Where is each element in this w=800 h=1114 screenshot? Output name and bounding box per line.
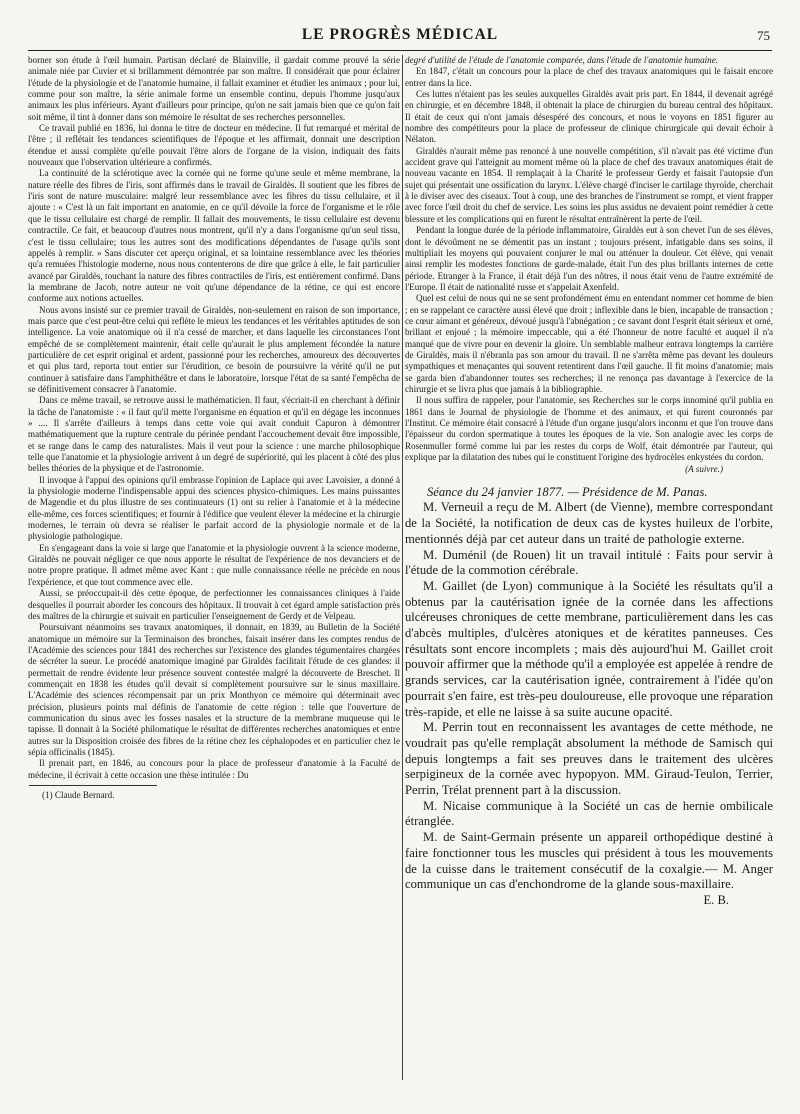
seance-paragraph: M. Verneuil a reçu de M. Albert (de Vienne), membre correspondant de la Société, la notification de deux cas de kystes huileux de l'orbite, mentionnés déjà par cet auteur dans un traité de pathologie externe. [405,500,773,546]
seance-section [405,485,773,909]
page-number: 75 [757,28,770,43]
paragraph: Ce travail publié en 1836, lui donna le titre de docteur en médecine. Il fut remarqué et mérital de l'être ; il reflétait les tendances scientifiques de l'époque et les affirmait, donnait une description étendue et aussi complète qu'elle pouvait l'être alors de l'organe de la vision, indiquait des faits nouveaux que l'observation ultérieure a confirmés. [28,123,400,168]
seance-paragraph: M. de Saint-Germain présente un appareil orthopédique destiné à faire fonctionner tous les muscles qui président à tous les mouvements de la cuisse dans le traitement consécutif de la coxalgie.— M. Anger communique un cas d'enchondrome de la glande sous-maxillaire. [405,830,773,892]
column-divider [402,55,403,1080]
paragraph: Il nous suffira de rappeler, pour l'anatomie, ses Recherches sur le corps innominé qu'il publia en 1861 dans le Journal de physiologie de l'homme et des animaux, et qui furent couronnés par l'Institut. Ce mémoire était consacré à l'étude d'un organe jusqu'alors inconnu et que l'on trouve dans l'épaisseur du cordon spermatique à toutes les époques de la vie. Son analogie avec les corps de Rosenmuller formé comme lui par les restes du corps de Wolf, était démontrée par l'auteur, qui explique par la dilatation des tubes qui le constituent l'origine des hydrocèles enkystées du cordon. [405,395,773,463]
paragraph: La continuité de la sclérotique avec la cornée qui ne forme qu'une seule et même membrane, la nature réelle des fibres de l'iris, sont affirmés dans le travail de Giraldès. Il soutient que les fibres de l'iris sont de nature musculaire: malgré leur ressemblance avec les fibres du tissu cellulaire, et il ajoute : « C'est là un fait important en anatomie, en ce qu'il dévoile la force de l'organisme et le rôle que le tissu cellulaire est chargé de remplir. Il fallait des mouvements, le tissu cellulaire est devenu contractile. Ce fait, et beaucoup d'autres nous montrent, qu'il n'y a dans l'organisme qu'un seul tissu, c'est le tissu cellulaire; tous les autres sont des modifications dépendantes de l'usage qu'ils sont appelés à remplir. » Sans discuter cet aperçu original, et sa lointaine ressemblance avec les théories qu'a remuées l'histologie moderne, nous nous contenterons de dire que grâce à elle, le fait particulier avancé par Giraldès, touchant la nature des fibres contractiles de l'iris, est entièrement confirmé. Dans la membrane de Jacob, notre auteur ne voit qu'une dépendance de la rétine, ce qui est encore conforme aux notions actuelles. [28,168,400,304]
thesis-title-continuation: degré d'utilité de l'étude de l'anatomie comparée, dans l'étude de l'anatomie humaine. [405,55,719,65]
page-header [28,22,772,51]
seance-paragraph: M. Nicaise communique à la Société un cas de hernie ombilicale étranglée. [405,798,773,829]
paragraph: borner son étude à l'œil humain. Partisan déclaré de Blainville, il gardait comme prouvé la série animale niée par Cuvier et si brillamment démontrée par son maître. Il considérait que pour éclairer l'étude de la physiologie et de l'anatomie humaine, il fallait examiner et étudier les animaux ; pour lui, comme pour son maître, la série animale forme un ensemble continu, depuis l'homme jusqu'aux animaux les plus inférieurs. Ayant d'ailleurs pour principe, qu'on ne sait jamais bien que ce qu'on fait soit même, il tint à donner dans son mémoire le résultat de ses recherches personnelles. [28,55,400,122]
paragraph: Quel est celui de nous qui ne se sent profondément ému en entendant nommer cet homme de bien ; en se rappelant ce caractère aussi élevé que droit ; inflexible dans le bien, incapable de transaction ; ce cœur aimant et généreux, dévoué jusqu'à l'abnégation ; ce savant dont l'esprit était sérieux et orné, brillant et enjoué ; la mémoire impeccable, qui a été l'honneur de notre faculté et auquel il n'a manqué que de vivre pour en devenir la gloire. Un semblable malheur entrava longtemps la carrière de Giraldès, mais il n'ébranla pas son amour du travail. Il ne s'arrêta même pas devant les douleurs sympathiques et menaçantes qui souvent retentirent dans l'œil gauche. Il fit moins d'anatomie; mais se garda bien d'abandonner toutes ses recherches; il ne renonça pas davantage à l'exercice de la chirurgie et se livra plus que jamais à la bibliographie. [405,293,773,394]
paragraph: En 1847, c'était un concours pour la place de chef des travaux anatomiques qui le faisait encore entrer dans la lice. [405,66,773,88]
paragraph: Il invoque à l'appui des opinions qu'il embrasse l'opinion de Laplace qui avec Lavoisier, a donné à la physiologie moderne l'indispensable appui des sciences physico-chimiques. Les mains puissantes de Magendie et du plus illustre de ses continuateurs (1) ont su relier à l'anatomie et à la médecine elle-même, ces forces scientifiques; et fournir à l'édifice que veulent élever la médecine et la chirurgie modernes, le terrain où devra se réaliser le parfait accord de la physiologie normale et de la physiologie pathologique. [28,474,400,542]
to-be-continued: (A suivre.) [685,464,723,475]
signature: E. B. [703,893,729,907]
seance-paragraph: M. Perrin tout en reconnaissent les avantages de cette méthode, ne voudrait pas qu'elle remplaçât absolument la méthode de Samisch qui depuis longtemps a fait ses preuves dans le traitement des ulcères serpigineux de la cornée avec hypopyon. MM. Giraud-Teulon, Terrier, Perrin, Trélat prennent part à la discussion. [405,720,773,798]
seance-heading: Séance du 24 janvier 1877. — Présidence de M. Panas. [427,484,708,499]
paragraph: Giraldès n'aurait même pas renoncé à une nouvelle compétition, s'il n'avait pas été victime d'un accident grave qui l'atteignit au moment même où la place de chef des travaux anatomiques était de nouveau vacante en 1854. Il remplaçait à la Charité le professeur Gerdy et faisait l'autopsie d'un sujet qui présentait une ossification du larynx. L'élève chargé d'inciser le cartilage thyroïde, cherchait à le diviser avec des ciseaux. Tout à coup, une des branches de l'instrument se rompt, et vient frapper avec force l'œil droit du chef de service. Les soins les plus assidus ne devaient point remédier à cette blessure et les complications qui en furent le résultat entraînèrent la perte de l'œil. [405,145,773,224]
paragraph: En s'engageant dans la voie si large que l'anatomie et la physiologie ouvrent à la science moderne, Giraldès ne pouvait négliger ce que nous apporte le résultat de l'expérience de nos devanciers et de notre propre pratique. Il admet même avec Kant : que nulle connaissance réelle ne précède en nous l'expérience, et que tout commence avec elle. [28,542,400,587]
paragraph: Il prenait part, en 1846, au concours pour la place de professeur d'anatomie à la Faculté de médecine, il écrivait à cette occasion une thèse intitulée : Du [28,758,400,780]
left-column [28,55,400,1085]
paragraph: Ces luttes n'étaient pas les seules auxquelles Giraldès avait pris part. En 1844, il devenait agrégé en chirurgie, et en décembre 1848, il obtenait la place de chirurgien du bureau central des hôpitaux. Il était de ceux qui n'ont jamais désespéré des concours, et nous le voyons en 1851 figurer au nombre des compétiteurs pour la place de professeur de clinique chirurgicale qui devait échoir à Nélaton. [405,89,773,145]
paragraph: Poursuivant néanmoins ses travaux anatomiques, il donnait, en 1839, au Bulletin de la Société anatomique un mémoire sur la Terminaison des bronches, faisait insérer dans les comptes rendus de l'Académie des sciences pour 1841 des recherches sur l'existence des glandes tégumentaires chargées de sécréter la sueur. Le procédé anatomique imaginé par Giraldès facilitait l'étude de ces glandes: il permettait de rendre évidente leur présence souvent contestée malgré la découverte de Breschet. Il commençait en 1838 les études qu'il devait si complètement poursuivre sur le sinus maxillaire. L'Académie des sciences récompensait par un prix Monthyon ce mémoire qui déterminait avec précision, plusieurs points mal définis de l'anatomie de cette région : telle que l'ouverture de communication du sinus avec les fosses nasales et la structure de la membrane muqueuse qui le tapisse. Il donnait à la Société philomatique le résultat de différentes recherches anatomiques et entre autres sur la Disposition croisée des fibres de la rétine chez les céphalopodes et en particulier chez le sépia officinalis (1845). [28,622,400,757]
paragraph: Aussi, se préoccupait-il dès cette époque, de perfectionner les connaissances cliniques à l'aide desquelles il pourrait aborder les concours des hôpitaux. Il trouvait à cet égard ample satisfaction près des maîtres de la chirurgie et suivait en particulier l'enseignement de Gerdy et de Velpeau. [28,588,400,621]
paragraph: Dans ce même travail, se retrouve aussi le mathématicien. Il faut, s'écriait-il en cherchant à définir la tâche de l'anatomiste : « il faut qu'il mette l'organisme en équation et qu'il en dégage les inconnues » .... Il s'arrête d'ailleurs à temps dans cette voie qui avait conduit Capuron à démontrer mathématiquement que la rupture centrale du périnée pendant l'accouchement devait être impossible, et se range dans le camp des naturalistes. Mais il veut pour la science : une marche philosophique telle que l'anatomie et la physiologie arrivent à un degré de supériorité, qui les placent à côté des plus belles théories de la physique et de l'astronomie. [28,395,400,474]
journal-title: LE PROGRÈS MÉDICAL [301,26,499,43]
footnote: (1) Claude Bernard. [42,790,115,800]
seance-paragraph: M. Gaillet (de Lyon) communique à la Société les résultats qu'il a obtenus par la cautérisation ignée de la cornée dans les affections ulcéreuses chroniques de cette membrane, particulièrement dans les cas d'abcès multiples, d'ulcères atoniques et de kératites panneuses. Ces résultats sont encore incomplets ; mais dès aujourd'hui M. Gaillet croit pouvoir affirmer que la méthode qu'il a employée est appelée à rendre de grands services, car la cautérisation ignée, contrairement à l'idée qu'on pourrait s'en faire, est très-peu douloureuse, elle provoque une réparation très-rapide, et elle ne laisse à sa suite aucune opacité. [405,578,773,719]
seance-paragraph: M. Duménil (de Rouen) lit un travail intitulé : Faits pour servir à l'étude de la commotion cérébrale. [405,547,773,578]
right-column [405,55,773,1085]
paragraph: Nous avons insisté sur ce premier travail de Giraldès, non-seulement en raison de son importance, mais parce que c'est peut-être celui qui reflète le mieux les tendances et les véritables aptitudes de son intelligence. La voie anatomique où il n'a cessé de marcher, et dans laquelle les circonstances l'ont empêché de se complètement maintenir, était celle qu'aurait le plus amplement fécondée la nature particulière de cet esprit original et ardent, passionné pour les recherches, amoureux des découvertes et qui plus tard, reporta tout entier sur l'érudition, ce besoin de poursuivre la vérité qu'il ne put continuer à satisfaire dans l'amphithéâtre et dans le laboratoire, lorsque l'état de sa santé l'empêcha de se définitivement consacrer à l'anatomie. [28,304,400,394]
paragraph: Pendant la longue durée de la période inflammatoire, Giraldès eut à son chevet l'un de ses élèves, dont le dévoûment ne se démentit pas un instant ; toujours présent, infatigable dans ses soins, il multipliait les moyens qui pouvaient conjurer le mal ou atténuer la douleur. Cet élève, qui venait ainsi remplir les modestes fonctions de garde-malade, était l'un des plus brillants internes de cette période. Etranger à la France, il était déjà l'un des nôtres, il nous était venu de l'autre extrémité de l'Europe. Il était de nationalité russe et s'appelait Axenfeld. [405,225,773,292]
footnote-separator [29,785,157,786]
